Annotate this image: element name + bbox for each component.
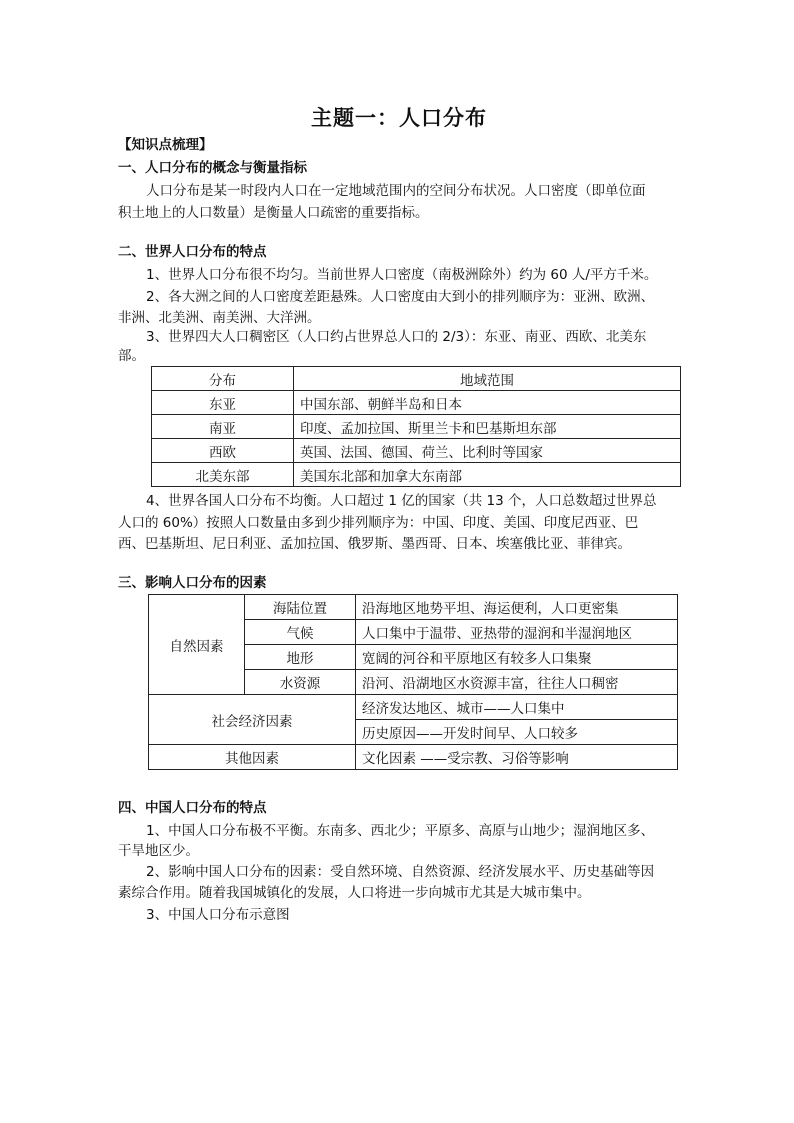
table-cell: 历史原因——开发时间早、人口较多	[356, 720, 678, 745]
section-1-text-2: 积土地上的人口数量）是衡量人口疏密的重要指标。	[118, 205, 429, 221]
section-1-heading: 一、人口分布的概念与衡量指标	[118, 160, 307, 176]
page-title: 主题一：人口分布	[311, 105, 487, 130]
table-cell: 美国东北部和加拿大东南部	[294, 463, 681, 487]
table-row	[149, 695, 678, 720]
table-cell: 英国、法国、德国、荷兰、比利时等国家	[294, 439, 681, 463]
section-2-point-2b: 非洲、北美洲、南美洲、大洋洲。	[118, 310, 321, 326]
dense-regions-table	[151, 366, 681, 487]
natural-factors-cell: 自然因素	[149, 595, 245, 695]
table-cell: 气候	[245, 620, 356, 645]
table-cell: 中国东部、朝鲜半岛和日本	[294, 391, 681, 415]
section-1-text-1: 人口分布是某一时段内人口在一定地域范围内的空间分布状况。人口密度（即单位面	[146, 183, 646, 199]
table-cell: 水资源	[245, 670, 356, 695]
table-row	[152, 415, 681, 439]
table-cell: 海陆位置	[245, 595, 356, 620]
table-header-cell: 地域范围	[294, 367, 681, 391]
section-4-point-2b: 素综合作用。随着我国城镇化的发展，人口将进一步向城市尤其是大城市集中。	[118, 885, 591, 901]
table-cell: 东亚	[152, 391, 294, 415]
table-row	[149, 745, 678, 770]
factors-table	[148, 594, 678, 770]
section-2-point-4b: 人口的 60%）按照人口数量由多到少排列顺序为：中国、印度、美国、印度尼西亚、巴	[118, 515, 639, 531]
table-header-cell: 分布	[152, 367, 294, 391]
table-cell: 沿海地区地势平坦、海运便利，人口更密集	[356, 595, 678, 620]
table-cell: 文化因素 ——受宗教、习俗等影响	[356, 745, 678, 770]
section-2-point-4c: 西、巴基斯坦、尼日利亚、孟加拉国、俄罗斯、墨西哥、日本、埃塞俄比亚、菲律宾。	[118, 536, 631, 552]
table-row	[152, 391, 681, 415]
table-row	[152, 463, 681, 487]
section-2-heading: 二、世界人口分布的特点	[118, 244, 267, 260]
table-cell: 地形	[245, 645, 356, 670]
section-4-point-1b: 干旱地区少。	[118, 843, 199, 859]
section-2-point-2a: 2、各大洲之间的人口密度差距悬殊。人口密度由大到小的排列顺序为：亚洲、欧洲、	[146, 289, 655, 305]
table-cell: 人口集中于温带、亚热带的湿润和半湿润地区	[356, 620, 678, 645]
section-2-point-4a: 4、世界各国人口分布不均衡。人口超过 1 亿的国家（共 13 个，人口总数超过世界总	[146, 493, 657, 509]
section-2-point-3b: 部。	[118, 348, 145, 364]
table-row	[152, 439, 681, 463]
table-cell: 印度、孟加拉国、斯里兰卡和巴基斯坦东部	[294, 415, 681, 439]
knowledge-label: 【知识点梳理】	[118, 137, 213, 153]
social-factors-cell: 社会经济因素	[149, 695, 356, 745]
table-cell: 宽阔的河谷和平原地区有较多人口集聚	[356, 645, 678, 670]
table-cell: 北美东部	[152, 463, 294, 487]
other-factors-cell: 其他因素	[149, 745, 356, 770]
section-2-point-1: 1、世界人口分布很不均匀。当前世界人口密度（南极洲除外）约为 60 人/平方千米。	[146, 267, 658, 283]
table-cell: 沿河、沿湖地区水资源丰富，往往人口稠密	[356, 670, 678, 695]
section-4-point-1a: 1、中国人口分布极不平衡。东南多、西北少；平原多、高原与山地少；湿润地区多、	[146, 823, 655, 839]
table-header-row	[152, 367, 681, 391]
table-cell: 西欧	[152, 439, 294, 463]
table-cell: 南亚	[152, 415, 294, 439]
section-4-point-3: 3、中国人口分布示意图	[146, 907, 290, 923]
table-row	[149, 595, 678, 620]
section-2-point-3a: 3、世界四大人口稠密区（人口约占世界总人口的 2/3）：东亚、南亚、西欧、北美东	[146, 329, 647, 345]
section-4-point-2a: 2、影响中国人口分布的因素：受自然环境、自然资源、经济发展水平、历史基础等因	[146, 864, 655, 880]
section-4-heading: 四、中国人口分布的特点	[118, 800, 267, 816]
table-cell: 经济发达地区、城市——人口集中	[356, 695, 678, 720]
section-3-heading: 三、影响人口分布的因素	[118, 575, 267, 591]
